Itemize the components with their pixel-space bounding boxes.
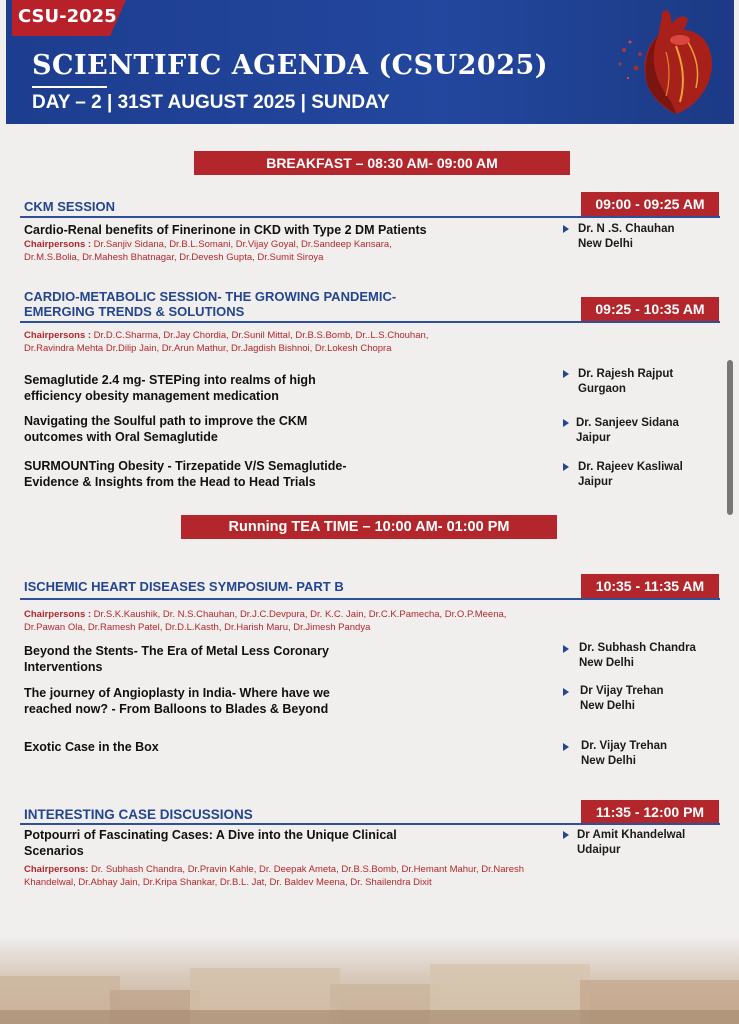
chairpersons-names: Dr.Sanjiv Sidana, Dr.B.L.Somani, Dr.Vijay Goyal, Dr.Sandeep Kansara, Dr.M.S.Bolia, Dr.Mahesh Bhatnagar, Dr.Devesh Gupta, Dr.Sumit Siroya: [24, 239, 392, 263]
ground-shape: [0, 1010, 739, 1024]
ihd-talk-3: [24, 739, 544, 755]
arrow-right-icon: [563, 463, 569, 471]
talk-line: Exotic Case in the Box: [24, 740, 159, 754]
ihd-speaker-3: [581, 739, 667, 769]
speaker-city: New Delhi: [581, 755, 636, 767]
speaker-name: Dr Amit Khandelwal: [577, 829, 686, 841]
ihd-session-title: ISCHEMIC HEART DISEASES SYMPOSIUM- PART B: [24, 579, 344, 594]
cardio-session-time: 09:25 - 10:35 AM: [581, 297, 719, 321]
breakfast-banner: BREAKFAST – 08:30 AM- 09:00 AM: [194, 151, 570, 175]
ihd-talk-1: [24, 643, 544, 675]
chairpersons-label: Chairpersons :: [24, 239, 92, 250]
ihd-session-time: 10:35 - 11:35 AM: [581, 574, 719, 598]
icd-session-title: INTERESTING CASE DISCUSSIONS: [24, 807, 253, 822]
anatomical-heart-icon: [616, 6, 726, 118]
talk-line: The journey of Angioplasty in India- Where have we: [24, 686, 330, 700]
tea-time-banner: Running TEA TIME – 10:00 AM- 01:00 PM: [181, 515, 557, 539]
chairpersons-names: Dr.S.K.Kaushik, Dr. N.S.Chauhan, Dr.J.C.Devpura, Dr. K.C. Jain, Dr.C.K.Pamecha, Dr.O.P.Meena, Dr.Pawan Ola, Dr.Ramesh Patel, Dr.D.L.Kasth, Dr.Harish Maru, Dr.Jimesh Pandya: [24, 609, 507, 633]
cardio-section-divider: [20, 321, 720, 323]
cardio-session-title: [24, 289, 396, 319]
chairpersons-label: Chairpersons:: [24, 864, 89, 875]
arrow-right-icon: [563, 370, 569, 378]
ckm-talk-title: Cardio-Renal benefits of Finerinone in CKD with Type 2 DM Patients: [24, 223, 427, 237]
arrow-right-icon: [563, 419, 569, 427]
arrow-right-icon: [563, 831, 569, 839]
cardio-speaker-2: [576, 416, 679, 446]
icd-chairpersons: [24, 863, 544, 889]
scrollbar-thumb[interactable]: [727, 360, 733, 515]
speaker-city: New Delhi: [580, 700, 635, 712]
cardio-speaker-3: [578, 460, 683, 490]
talk-line: Navigating the Soulful path to improve the CKM: [24, 414, 308, 428]
talk-line: outcomes with Oral Semaglutide: [24, 430, 218, 444]
chairpersons-names: Dr. Subhash Chandra, Dr.Pravin Kahle, Dr. Deepak Ameta, Dr.B.S.Bomb, Dr.Hemant Mahur, Dr.Naresh Khandelwal, Dr.Abhay Jain, Dr.Kripa Shankar, Dr.B.L. Jat, Dr. Baldev Meena, Dr. Shailendra Dixit: [24, 864, 525, 888]
speaker-city: Gurgaon: [578, 383, 626, 395]
speaker-city: New Delhi: [579, 657, 634, 669]
cardio-title-line1: CARDIO-METABOLIC SESSION- THE GROWING PANDEMIC-: [24, 289, 397, 304]
talk-line: Interventions: [24, 660, 103, 674]
speaker-name: Dr. Subhash Chandra: [579, 642, 696, 654]
ckm-session-title: CKM SESSION: [24, 199, 116, 214]
speaker-city: New Delhi: [578, 238, 633, 250]
icd-speaker: [577, 828, 685, 858]
icd-session-time: 11:35 - 12:00 PM: [581, 800, 719, 824]
cardio-speaker-1: [578, 367, 673, 397]
arrow-right-icon: [563, 688, 569, 696]
icd-talk-title: [24, 827, 544, 859]
speaker-name: Dr. Vijay Trehan: [581, 740, 668, 752]
ihd-chairpersons: [24, 608, 544, 634]
cardio-chairpersons: [24, 329, 444, 355]
talk-line: reached now? - From Balloons to Blades & Beyond: [24, 702, 329, 716]
talk-line: Potpourri of Fascinating Cases: A Dive into the Unique Clinical: [24, 828, 397, 842]
cardio-talk-2: [24, 413, 544, 445]
icd-section-divider: [20, 823, 720, 825]
speaker-city: Jaipur: [576, 432, 611, 444]
talk-line: Scenarios: [24, 844, 84, 858]
footer-cityscape: [0, 935, 739, 1024]
ckm-session-time: 09:00 - 09:25 AM: [581, 192, 719, 216]
speaker-city: Udaipur: [577, 844, 621, 856]
cardio-title-line2: EMERGING TRENDS & SOLUTIONS: [24, 304, 245, 319]
arrow-right-icon: [563, 743, 569, 751]
chairpersons-names: Dr.D.C.Sharma, Dr.Jay Chordia, Dr.Sunil Mittal, Dr.B.S.Bomb, Dr..L.S.Chouhan, Dr.Ravindra Mehta Dr.Dilip Jain, Dr.Arun Mathur, Dr.Jagdish Bishnoi, Dr.Lokesh Chopra: [24, 330, 429, 354]
arrow-right-icon: [563, 225, 569, 233]
talk-line: Beyond the Stents- The Era of Metal Less Coronary: [24, 644, 329, 658]
ihd-talk-2: [24, 685, 544, 717]
speaker-name: Dr. Sanjeev Sidana: [576, 417, 679, 429]
page-title: SCIENTIFIC AGENDA (CSU2025): [32, 50, 549, 81]
speaker-name: Dr Vijay Trehan: [580, 685, 664, 697]
header-banner: [6, 0, 734, 124]
speaker-name: Dr. Rajesh Rajput: [578, 368, 674, 380]
speaker-name: Dr. N .S. Chauhan: [578, 223, 675, 235]
ihd-speaker-1: [579, 641, 696, 671]
ckm-chairpersons: [24, 238, 444, 264]
talk-line: Semaglutide 2.4 mg- STEPing into realms of high: [24, 373, 316, 387]
title-underline: [32, 86, 107, 88]
talk-line: efficiency obesity management medication: [24, 389, 279, 403]
chairpersons-label: Chairpersons :: [24, 609, 92, 620]
ihd-speaker-2: [580, 684, 664, 714]
speaker-city: Jaipur: [578, 476, 613, 488]
talk-line: SURMOUNTing Obesity - Tirzepatide V/S Semaglutide-: [24, 459, 347, 473]
ihd-section-divider: [20, 598, 720, 600]
talk-line: Evidence & Insights from the Head to Head Trials: [24, 475, 316, 489]
cardio-talk-1: [24, 372, 544, 404]
speaker-name: Dr. Rajeev Kasliwal: [578, 461, 683, 473]
event-badge-text: CSU-2025: [18, 6, 117, 27]
arrow-right-icon: [563, 645, 569, 653]
cardio-talk-3: [24, 458, 544, 490]
ckm-speaker: [578, 222, 675, 252]
ckm-section-divider: [20, 216, 720, 218]
page-subtitle: DAY – 2 | 31ST AUGUST 2025 | SUNDAY: [32, 92, 390, 113]
chairpersons-label: Chairpersons :: [24, 330, 92, 341]
